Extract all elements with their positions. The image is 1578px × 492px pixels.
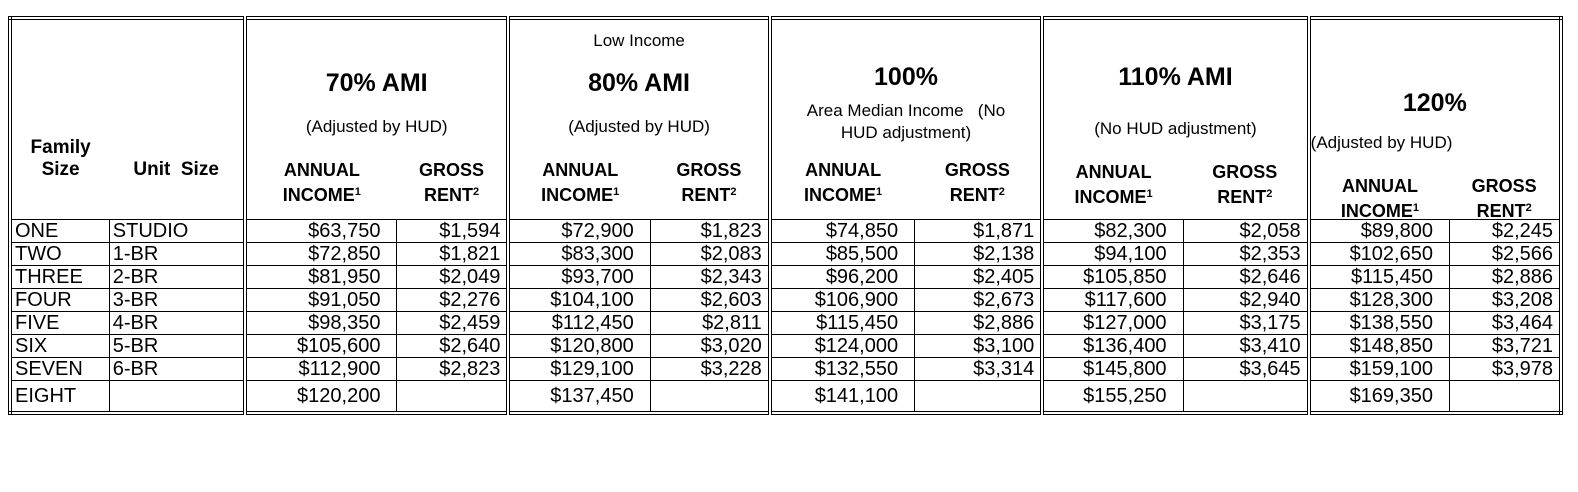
group-70-ami <box>245 18 508 220</box>
gross-rent-cell: $3,978 <box>1449 358 1561 381</box>
family-size-line1: Family <box>30 136 91 158</box>
annual-income-cell: $102,650 <box>1309 243 1450 266</box>
table-row <box>10 335 1561 358</box>
annual-income-cell: $148,850 <box>1309 335 1450 358</box>
annual-income-cell: $159,100 <box>1309 358 1450 381</box>
gross-rent-cell: $2,276 <box>397 289 508 312</box>
unit-size-cell: 6-BR <box>109 358 245 381</box>
annual-income-cell: $120,200 <box>245 381 397 414</box>
gross-rent-cell: $2,353 <box>1183 243 1309 266</box>
header-row <box>10 18 1561 220</box>
group-100-ami <box>770 18 1043 220</box>
group-110-ami <box>1042 18 1308 220</box>
table-row <box>10 381 1561 414</box>
annual-income-cell: $112,900 <box>245 358 397 381</box>
annual-income-cell: $129,100 <box>508 358 650 381</box>
unit-size-cell: 3-BR <box>109 289 245 312</box>
unit-size-cell: STUDIO <box>109 220 245 243</box>
annual-income-cell: $120,800 <box>508 335 650 358</box>
gross-rent-header: GROSS RENT$^2$ <box>419 160 485 205</box>
unit-size-header <box>109 18 245 220</box>
family-size-line2: Size <box>41 158 80 180</box>
annual-income-cell: $117,600 <box>1042 289 1183 312</box>
annual-income-cell: $104,100 <box>508 289 650 312</box>
group-100-subtitle-line1: Area Median Income (No <box>806 101 1006 120</box>
gross-rent-cell: $2,083 <box>650 243 770 266</box>
gross-rent-cell: $3,228 <box>650 358 770 381</box>
family-size-cell: SEVEN <box>10 358 109 381</box>
gross-rent-cell <box>1183 381 1309 414</box>
annual-income-header: ANNUAL INCOME$^1$ <box>1340 176 1420 221</box>
gross-rent-cell: $2,459 <box>397 312 508 335</box>
annual-income-cell: $112,450 <box>508 312 650 335</box>
group-70-subtitle: (Adjusted by HUD) <box>305 117 448 136</box>
income-rent-table <box>8 16 1563 415</box>
gross-rent-cell: $2,886 <box>915 312 1043 335</box>
annual-income-cell: $155,250 <box>1042 381 1183 414</box>
annual-income-header: ANNUAL INCOME$^1$ <box>282 160 361 205</box>
gross-rent-cell: $2,673 <box>915 289 1043 312</box>
group-110-subtitle: (No HUD adjustment) <box>1094 119 1257 138</box>
group-120-ami <box>1309 18 1561 220</box>
annual-income-cell: $132,550 <box>770 358 915 381</box>
group-110-title: 110% AMI <box>1118 63 1233 91</box>
group-80-top: Low Income <box>593 31 685 50</box>
gross-rent-cell: $1,871 <box>915 220 1043 243</box>
group-80-ami <box>508 18 769 220</box>
group-100-subtitle-line2: HUD adjustment) <box>840 123 972 142</box>
annual-income-cell: $83,300 <box>508 243 650 266</box>
group-80-title: 80% AMI <box>588 69 691 97</box>
gross-rent-cell: $2,646 <box>1183 266 1309 289</box>
unit-size-cell <box>109 381 245 414</box>
table-row <box>10 312 1561 335</box>
annual-income-cell: $169,350 <box>1309 381 1450 414</box>
gross-rent-cell: $3,314 <box>915 358 1043 381</box>
family-size-cell: TWO <box>10 243 109 266</box>
unit-size-cell: 5-BR <box>109 335 245 358</box>
gross-rent-header: GROSS RENT$^2$ <box>1212 162 1278 207</box>
group-80-subtitle: (Adjusted by HUD) <box>568 117 710 136</box>
family-size-cell: FIVE <box>10 312 109 335</box>
annual-income-cell: $94,100 <box>1042 243 1183 266</box>
gross-rent-cell: $2,603 <box>650 289 770 312</box>
gross-rent-cell: $3,464 <box>1449 312 1561 335</box>
gross-rent-cell: $3,721 <box>1449 335 1561 358</box>
gross-rent-cell: $2,049 <box>397 266 508 289</box>
family-size-cell: SIX <box>10 335 109 358</box>
annual-income-cell: $106,900 <box>770 289 915 312</box>
gross-rent-header: GROSS RENT$^2$ <box>944 160 1010 205</box>
gross-rent-cell: $2,823 <box>397 358 508 381</box>
annual-income-cell: $72,850 <box>245 243 397 266</box>
group-120-subtitle: (Adjusted by HUD) <box>1310 133 1453 152</box>
annual-income-cell: $127,000 <box>1042 312 1183 335</box>
annual-income-cell: $124,000 <box>770 335 915 358</box>
gross-rent-header: GROSS RENT$^2$ <box>676 160 742 205</box>
gross-rent-cell: $2,343 <box>650 266 770 289</box>
gross-rent-cell: $2,138 <box>915 243 1043 266</box>
gross-rent-cell: $1,821 <box>397 243 508 266</box>
gross-rent-cell: $1,594 <box>397 220 508 243</box>
gross-rent-cell: $3,175 <box>1183 312 1309 335</box>
family-size-cell: FOUR <box>10 289 109 312</box>
gross-rent-cell: $2,640 <box>397 335 508 358</box>
gross-rent-cell <box>397 381 508 414</box>
annual-income-cell: $141,100 <box>770 381 915 414</box>
gross-rent-cell <box>1449 381 1561 414</box>
annual-income-cell: $138,550 <box>1309 312 1450 335</box>
annual-income-cell: $93,700 <box>508 266 650 289</box>
family-size-cell: ONE <box>10 220 109 243</box>
gross-rent-cell: $2,058 <box>1183 220 1309 243</box>
annual-income-header: ANNUAL INCOME$^1$ <box>804 160 883 205</box>
annual-income-cell: $91,050 <box>245 289 397 312</box>
annual-income-cell: $105,600 <box>245 335 397 358</box>
unit-size-cell: 1-BR <box>109 243 245 266</box>
annual-income-header: ANNUAL INCOME$^1$ <box>541 160 620 205</box>
table-row <box>10 358 1561 381</box>
unit-size-cell: 2-BR <box>109 266 245 289</box>
gross-rent-cell <box>915 381 1043 414</box>
annual-income-cell: $98,350 <box>245 312 397 335</box>
gross-rent-cell: $2,566 <box>1449 243 1561 266</box>
table-row <box>10 289 1561 312</box>
gross-rent-cell: $1,823 <box>650 220 770 243</box>
annual-income-cell: $82,300 <box>1042 220 1183 243</box>
table-row <box>10 266 1561 289</box>
annual-income-cell: $105,850 <box>1042 266 1183 289</box>
gross-rent-cell: $2,245 <box>1449 220 1561 243</box>
unit-size-cell: 4-BR <box>109 312 245 335</box>
data-rows <box>10 220 1561 414</box>
group-120-title: 120% <box>1402 89 1467 117</box>
gross-rent-cell: $2,940 <box>1183 289 1309 312</box>
group-70-title: 70% AMI <box>325 69 428 97</box>
annual-income-cell: $115,450 <box>770 312 915 335</box>
table-row <box>10 243 1561 266</box>
gross-rent-cell: $2,405 <box>915 266 1043 289</box>
annual-income-cell: $81,950 <box>245 266 397 289</box>
group-100-title: 100% <box>874 63 938 91</box>
family-size-cell: EIGHT <box>10 381 109 414</box>
family-size-cell: THREE <box>10 266 109 289</box>
annual-income-cell: $63,750 <box>245 220 397 243</box>
gross-rent-cell: $2,886 <box>1449 266 1561 289</box>
family-size-header <box>10 18 109 220</box>
annual-income-cell: $145,800 <box>1042 358 1183 381</box>
annual-income-cell: $128,300 <box>1309 289 1450 312</box>
annual-income-cell: $136,400 <box>1042 335 1183 358</box>
gross-rent-cell <box>650 381 770 414</box>
gross-rent-header: GROSS RENT$^2$ <box>1471 176 1537 221</box>
gross-rent-cell: $2,811 <box>650 312 770 335</box>
annual-income-cell: $85,500 <box>770 243 915 266</box>
annual-income-cell: $96,200 <box>770 266 915 289</box>
unit-size-label: Unit Size <box>133 158 219 180</box>
gross-rent-cell: $3,020 <box>650 335 770 358</box>
annual-income-cell: $115,450 <box>1309 266 1450 289</box>
gross-rent-cell: $3,100 <box>915 335 1043 358</box>
annual-income-cell: $74,850 <box>770 220 915 243</box>
annual-income-cell: $137,450 <box>508 381 650 414</box>
group-70-top <box>247 30 506 52</box>
annual-income-cell: $89,800 <box>1309 220 1450 243</box>
annual-income-cell: $72,900 <box>508 220 650 243</box>
gross-rent-cell: $3,208 <box>1449 289 1561 312</box>
annual-income-header: ANNUAL INCOME$^1$ <box>1074 162 1153 207</box>
gross-rent-cell: $3,410 <box>1183 335 1309 358</box>
income-rent-table-sheet <box>8 16 1563 415</box>
gross-rent-cell: $3,645 <box>1183 358 1309 381</box>
